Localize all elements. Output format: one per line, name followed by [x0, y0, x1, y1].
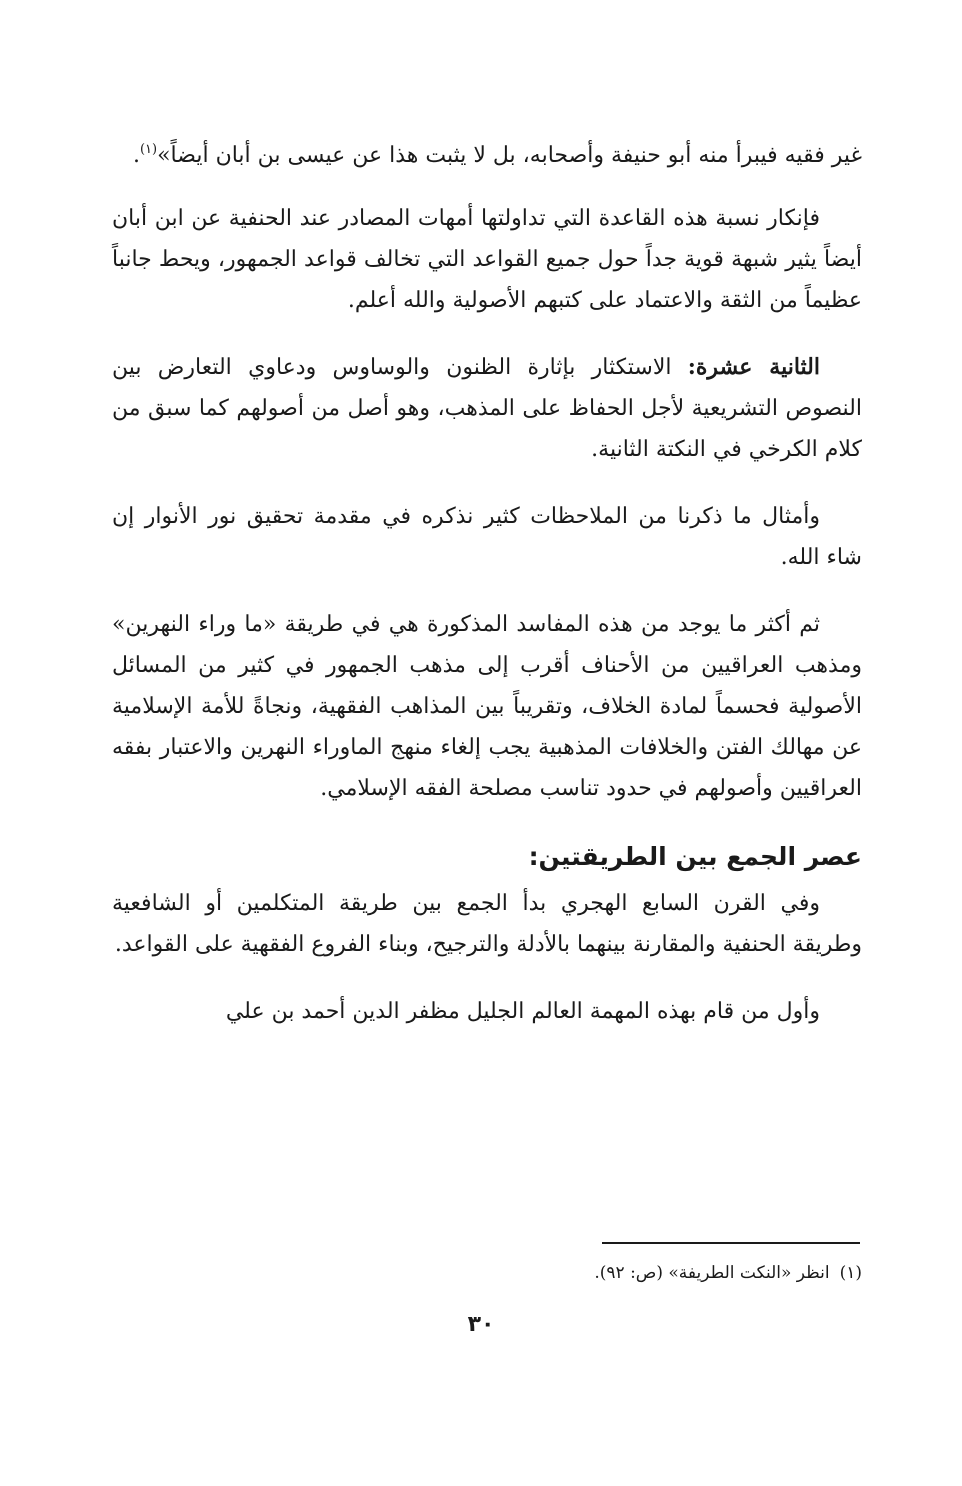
paragraph-text: ثم أكثر ما يوجد من هذه المفاسد المذكورة هي في طريقة «ما وراء النهرين» ومذهب العراقيين من الأحناف أقرب إلى مذهب الجمهور في كثير من المسائل الأصولية فحسماً لمادة الخلاف، وتقريباً بين المذاهب الفقهية، ونجاةً للأمة الإسلامية عن مهالك الفتن والخلافات المذهبية يجب إلغاء منهج الماوراء النهرين والاعتبار بفقه العراقيين وأصولهم في حدود تناسب مصلحة الفقه الإسلامي. [112, 612, 863, 801]
paragraph-text: غير فقيه فيبرأ منه أبو حنيفة وأصحابه، بل لا يثبت هذا عن عيسى بن أبان أيضاً» [157, 143, 862, 168]
paragraph-tail: . [132, 143, 140, 168]
paragraph [112, 604, 862, 809]
paragraph-lead: الثانية عشرة: [687, 354, 820, 380]
footnote-divider [602, 1242, 860, 1244]
paragraph-text: وأول من قام بهذه المهمة العالم الجليل مظفر الدين أحمد بن علي [225, 999, 820, 1024]
page-number: ٣٠ [467, 1312, 495, 1337]
paragraph-text: الاستكثار بإثارة الظنون والوساوس ودعاوي التعارض بين النصوص التشريعية لأجل الحفاظ على المذهب، وهو أصل من أصولهم كما سبق من كلام الكرخي في النكتة الثانية. [112, 355, 862, 462]
footnote-number: (١) [839, 1263, 862, 1283]
footnote-text: انظر «النكت الطريفة» (ص: ٩٢). [594, 1263, 830, 1283]
paragraph [112, 991, 862, 1032]
footnote-reference: (١) [139, 142, 158, 157]
paragraph [112, 198, 862, 321]
paragraph-text: وأمثال ما ذكرنا من الملاحظات كثير نذكره في مقدمة تحقيق نور الأنوار إن شاء الله. [112, 504, 862, 570]
paragraph [112, 347, 862, 470]
paragraph [112, 883, 862, 965]
paragraph-text: وفي القرن السابع الهجري بدأ الجمع بين طريقة المتكلمين أو الشافعية وطريقة الحنفية والمقارنة بينهما بالأدلة والترجيح، وبناء الفروع الفقهية على القواعد. [112, 891, 862, 957]
footnote [262, 1260, 862, 1286]
paragraph [112, 135, 862, 176]
paragraph-text: فإنكار نسبة هذه القاعدة التي تداولتها أمهات المصادر عند الحنفية عن ابن أبان أيضاً يثير شبهة قوية جداً حول جميع القواعد التي تخالف قواعد الجمهور، ويحط جانباً عظيماً من الثقة والاعتماد على كتبهم الأصولية والله أعلم. [112, 206, 862, 313]
paragraph [112, 496, 862, 578]
body-text [112, 135, 862, 1058]
section-heading: عصر الجمع بين الطريقتين: [528, 842, 862, 871]
